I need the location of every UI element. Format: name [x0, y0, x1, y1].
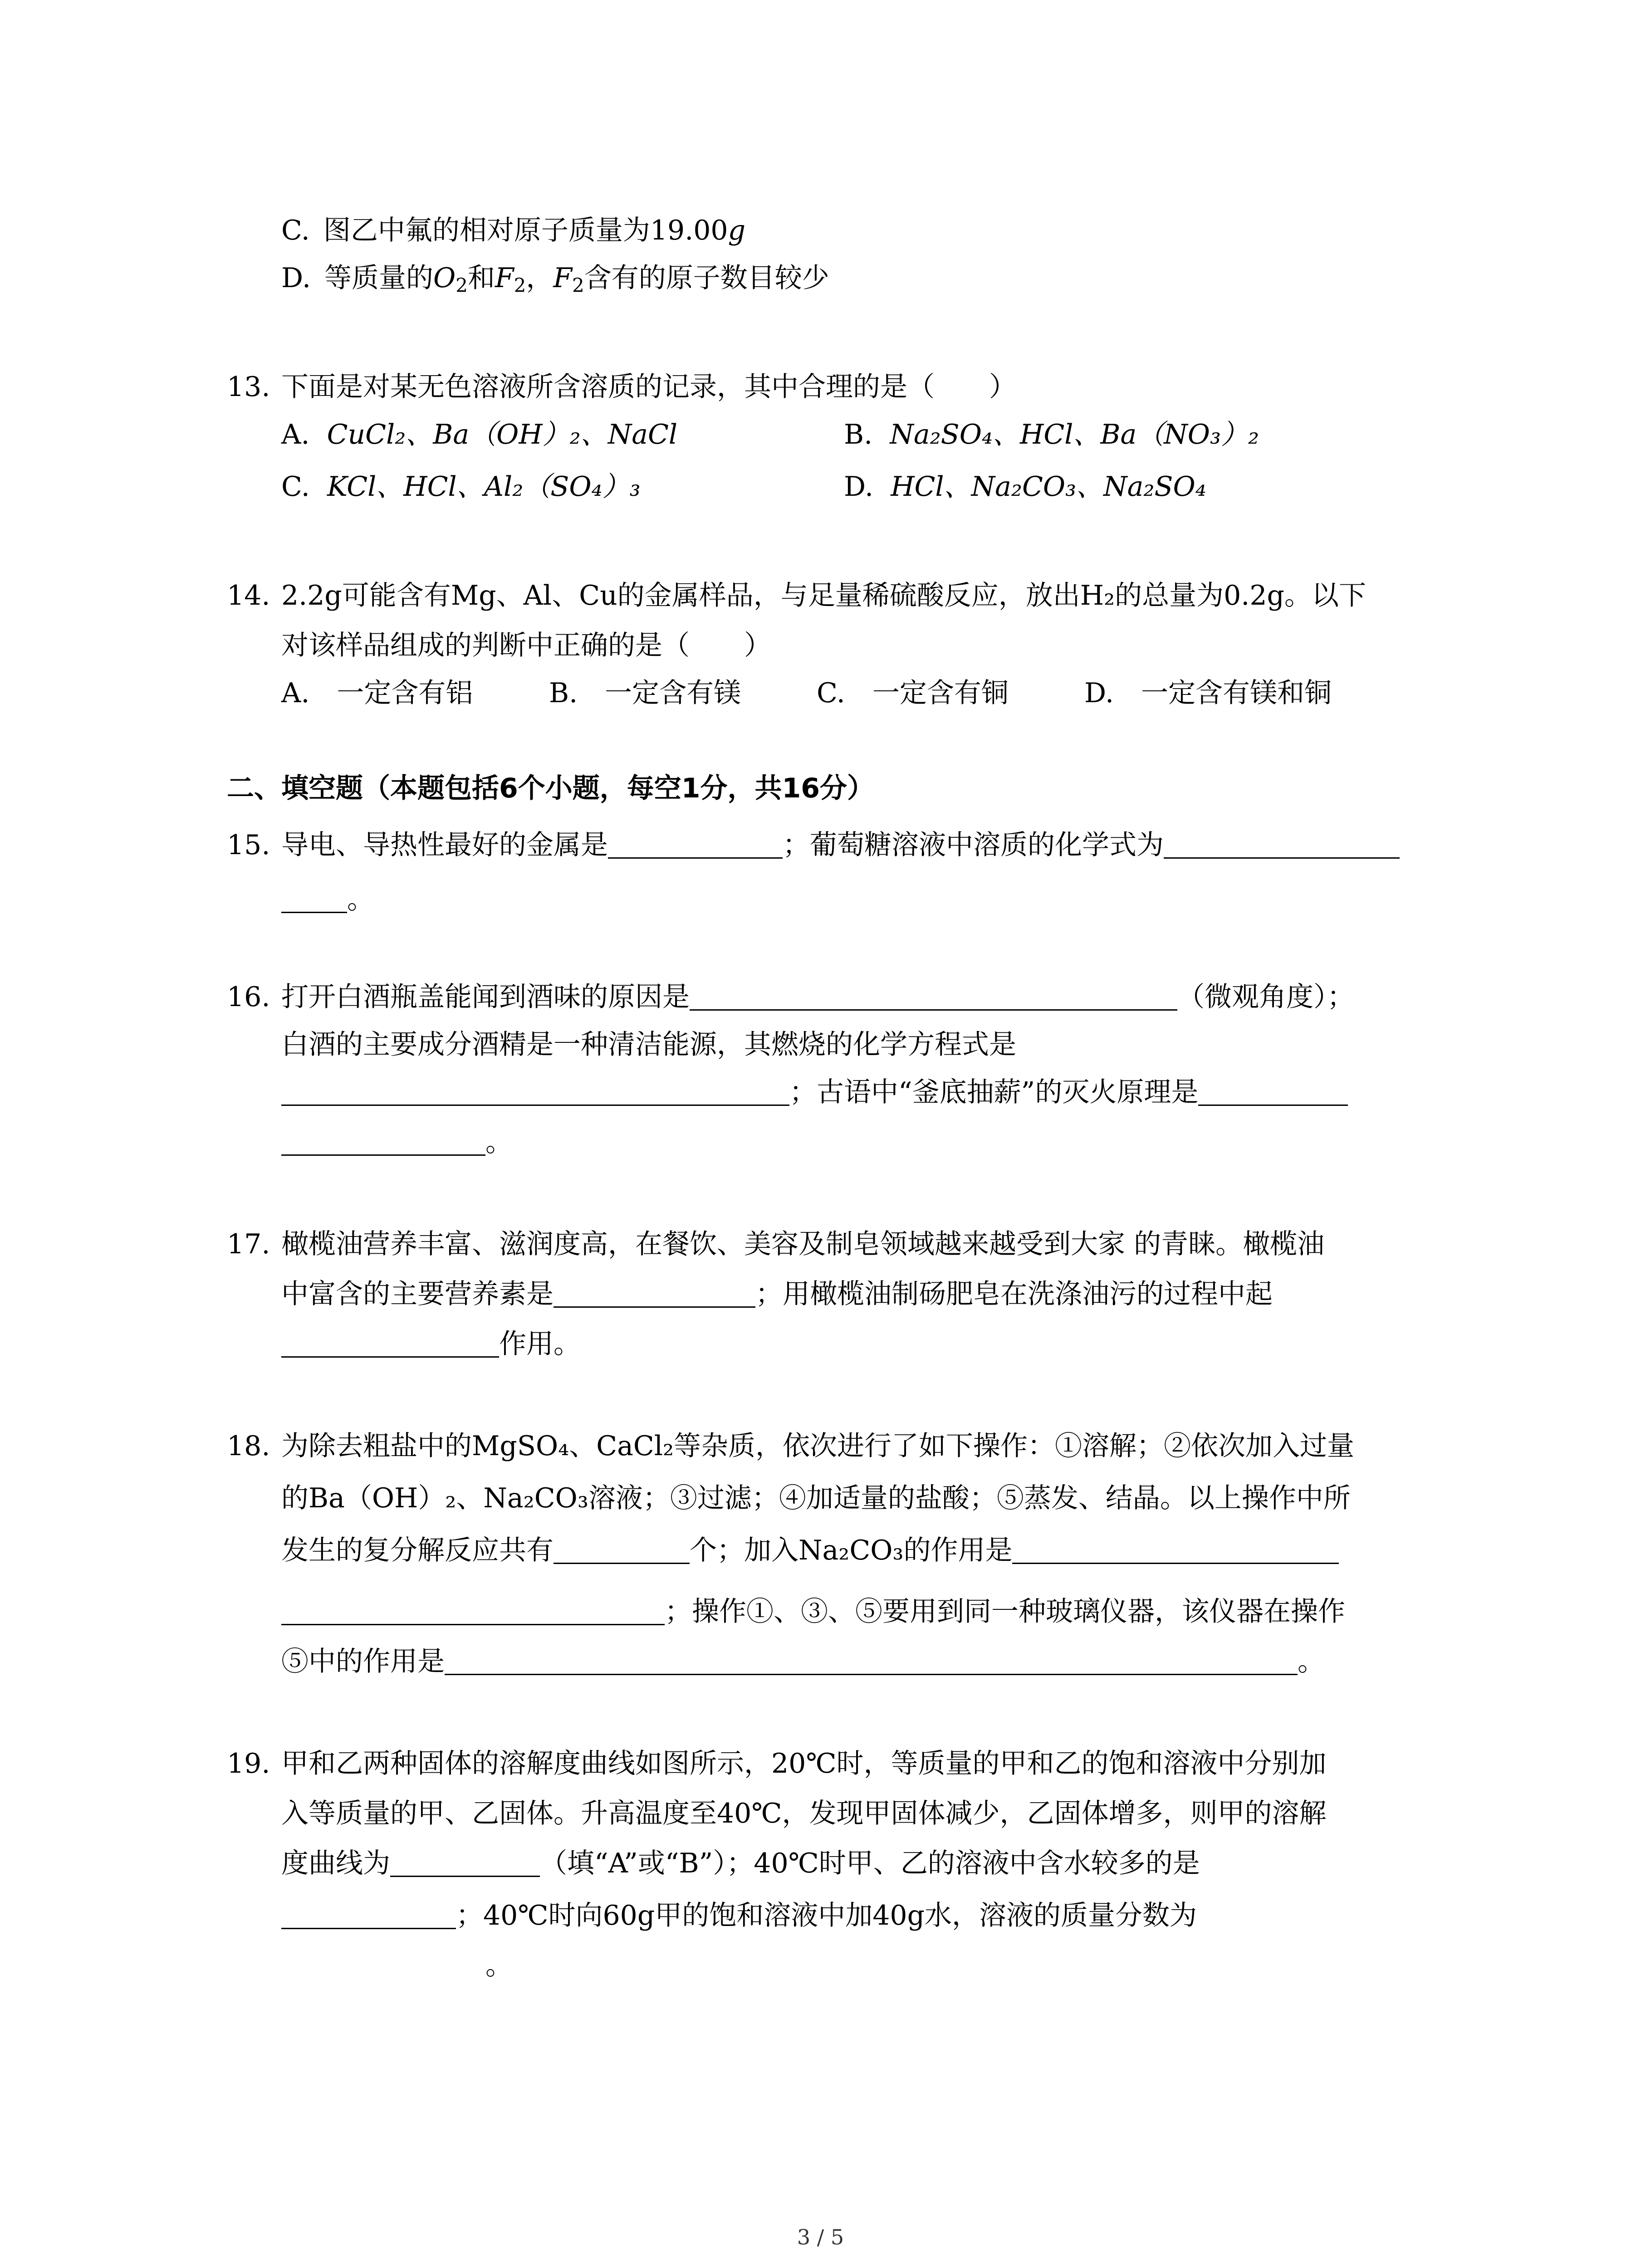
q13-stem: 13. 下面是对某无色溶液所含溶质的记录，其中合理的是（ ） — [227, 371, 1016, 403]
q18-line3: 发生的复分解反应共有 个；加入Na₂CO₃的作用是 — [281, 1533, 1339, 1568]
q16-blank-3[interactable] — [1198, 1078, 1348, 1106]
q13-option-d: D. HCl、Na₂CO₃、Na₂SO₄ — [844, 471, 1206, 503]
q16-line3: ；古语中“釜底抽薪”的灭火原理是 — [281, 1075, 1348, 1110]
q17-blank-1[interactable] — [554, 1280, 755, 1308]
q16-blank-3-cont[interactable] — [281, 1128, 485, 1156]
q12-option-d: D. 等质量的$O_2$和$F_2$，$F_2$含有的原子数目较少 — [281, 262, 829, 297]
q18-blank-3[interactable] — [445, 1647, 1298, 1675]
q16-blank-2[interactable] — [281, 1078, 789, 1106]
q19-line4: ；40℃时向60g甲的饱和溶液中加40g水，溶液的质量分数为 — [281, 1898, 1197, 1933]
q19-line2: 入等质量的甲、乙固体。升高温度至40℃，发现甲固体减少，乙固体增多，则甲的溶解 — [281, 1798, 1327, 1829]
q13-option-b: B. Na₂SO₄、HCl、Ba（NO₃）₂ — [844, 419, 1259, 450]
q17-line2: 中富含的主要营养素是 ；用橄榄油制砀肥皂在洗涤油污的过程中起 — [281, 1278, 1273, 1310]
q18-line2: 的Ba（OH）₂、Na₂CO₃溶液；③过滤；④加适量的盐酸；⑤蒸发、结晶。以上操作中所 — [281, 1482, 1351, 1514]
q18-line4: ；操作①、③、⑤要用到同一种玻璃仪器，该仪器在操作 — [281, 1594, 1345, 1629]
page-number: 3 / 5 — [797, 2225, 844, 2249]
q17-blank-2[interactable] — [281, 1330, 499, 1358]
q16-line2: 白酒的主要成分酒精是一种清洁能源，其燃烧的化学方程式是 — [281, 1029, 1016, 1061]
q14-stem-line2: 对该样品组成的判断中正确的是（ ） — [281, 630, 771, 661]
q19-line5: 。 — [485, 1950, 513, 1981]
q19-line3: 度曲线为 （填“A”或“B”）；40℃时甲、乙的溶液中含水较多的是 — [281, 1848, 1200, 1879]
q19-blank-1[interactable] — [390, 1849, 540, 1877]
q18-line1: 18. 为除去粗盐中的MgSO₄、CaCl₂等杂质，依次进行了如下操作：①溶解；②依次加入过量 — [227, 1430, 1355, 1462]
q13-option-a: A. CuCl₂、Ba（OH）₂、NaCl — [281, 419, 678, 450]
q18-blank-2[interactable] — [1012, 1536, 1339, 1564]
q13-option-c: C. KCl、HCl、Al₂（SO₄）₃ — [281, 471, 641, 503]
q19-blank-2[interactable] — [281, 1901, 456, 1929]
q16-line4: 。 — [281, 1125, 513, 1159]
q19-line1: 19. 甲和乙两种固体的溶解度曲线如图所示，20℃时，等质量的甲和乙的饱和溶液中分别加 — [227, 1748, 1327, 1779]
q16-line1: 16. 打开白酒瓶盖能闻到酒味的原因是 （微观角度）； — [227, 981, 1354, 1013]
q17-line1: 17. 橄榄油营养丰富、滋润度高，在餐饮、美容及制皂领域越来越受到大家 的青睐。橄榄油 — [227, 1228, 1325, 1260]
q18-blank-1[interactable] — [554, 1536, 690, 1564]
q15-line1: 15. 导电、导热性最好的金属是 ；葡萄糖溶液中溶质的化学式为 — [227, 828, 1400, 862]
section-heading: 二、填空题（本题包括6个小题，每空1分，共16分） — [227, 772, 874, 804]
q14-stem-line1: 14. 2.2g可能含有Mg、Al、Cu的金属样品，与足量稀硫酸反应，放出H₂的总量为0.2g。以下 — [227, 580, 1366, 611]
q14-options: A. 一定含有铝 B. 一定含有镁 C. 一定含有铜 D. 一定含有镁和铜 — [281, 677, 1332, 709]
q17-line3: 作用。 — [281, 1327, 581, 1361]
q16-blank-1[interactable] — [690, 983, 1177, 1011]
q15-blank-1[interactable] — [608, 831, 783, 859]
q18-line5: ⑤中的作用是 。 — [281, 1646, 1325, 1677]
q12-option-c: C. 图乙中氟的相对原子质量为19.00g — [281, 215, 746, 246]
q15-line2: 。 — [281, 882, 374, 917]
q18-blank-2-cont[interactable] — [281, 1598, 665, 1625]
q15-blank-2-cont[interactable] — [281, 885, 347, 913]
q15-blank-2[interactable] — [1164, 831, 1400, 859]
